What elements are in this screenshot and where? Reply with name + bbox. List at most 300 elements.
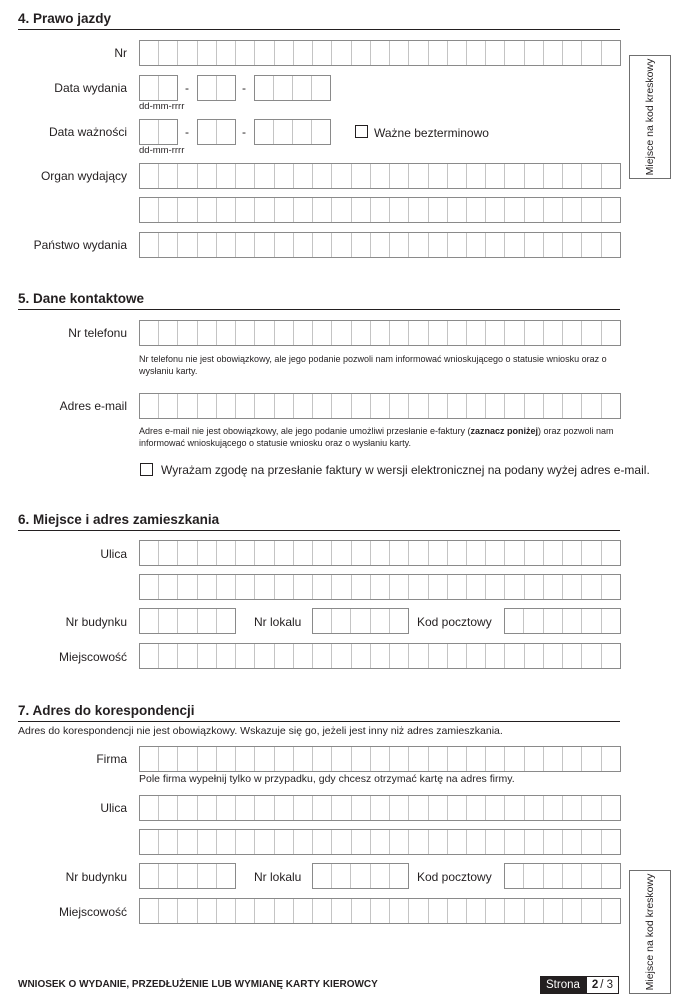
- correspondence-city-field[interactable]: [139, 898, 621, 924]
- character-box[interactable]: [236, 198, 255, 222]
- character-box[interactable]: [236, 644, 255, 668]
- character-box[interactable]: [217, 394, 236, 418]
- character-box[interactable]: [255, 41, 274, 65]
- issue-date-day-field[interactable]: [139, 75, 178, 101]
- character-box[interactable]: [371, 644, 390, 668]
- character-box[interactable]: [178, 830, 197, 854]
- character-box[interactable]: [602, 321, 620, 345]
- character-box[interactable]: [582, 796, 601, 820]
- character-box[interactable]: [371, 321, 390, 345]
- character-box[interactable]: [409, 747, 428, 771]
- character-box[interactable]: [409, 321, 428, 345]
- character-box[interactable]: [525, 394, 544, 418]
- character-box[interactable]: [313, 747, 332, 771]
- character-box[interactable]: [159, 41, 178, 65]
- character-box[interactable]: [236, 394, 255, 418]
- character-box[interactable]: [486, 541, 505, 565]
- character-box[interactable]: [448, 644, 467, 668]
- character-box[interactable]: [390, 575, 409, 599]
- character-box[interactable]: [255, 321, 274, 345]
- character-box[interactable]: [467, 747, 486, 771]
- character-box[interactable]: [255, 164, 274, 188]
- character-box[interactable]: [294, 747, 313, 771]
- character-box[interactable]: [582, 747, 601, 771]
- character-box[interactable]: [563, 747, 582, 771]
- character-box[interactable]: [390, 830, 409, 854]
- character-box[interactable]: [313, 830, 332, 854]
- character-box[interactable]: [544, 747, 563, 771]
- character-box[interactable]: [217, 796, 236, 820]
- character-box[interactable]: [582, 541, 601, 565]
- character-box[interactable]: [275, 233, 294, 257]
- character-box[interactable]: [198, 321, 217, 345]
- character-box[interactable]: [217, 41, 236, 65]
- character-box[interactable]: [178, 864, 197, 888]
- character-box[interactable]: [178, 747, 197, 771]
- character-box[interactable]: [429, 830, 448, 854]
- character-box[interactable]: [275, 164, 294, 188]
- character-box[interactable]: [255, 899, 274, 923]
- character-box[interactable]: [332, 830, 351, 854]
- character-box[interactable]: [448, 164, 467, 188]
- character-box[interactable]: [313, 864, 332, 888]
- character-box[interactable]: [352, 830, 371, 854]
- character-box[interactable]: [467, 830, 486, 854]
- character-box[interactable]: [467, 164, 486, 188]
- character-box[interactable]: [505, 198, 524, 222]
- expiry-date-month-field[interactable]: [197, 119, 236, 145]
- character-box[interactable]: [313, 198, 332, 222]
- expiry-date-day-field[interactable]: [139, 119, 178, 145]
- character-box[interactable]: [602, 609, 620, 633]
- character-box[interactable]: [294, 394, 313, 418]
- character-box[interactable]: [352, 644, 371, 668]
- character-box[interactable]: [486, 644, 505, 668]
- character-box[interactable]: [294, 41, 313, 65]
- character-box[interactable]: [544, 233, 563, 257]
- character-box[interactable]: [255, 541, 274, 565]
- character-box[interactable]: [236, 164, 255, 188]
- character-box[interactable]: [505, 394, 524, 418]
- character-box[interactable]: [312, 76, 330, 100]
- character-box[interactable]: [602, 864, 620, 888]
- character-box[interactable]: [275, 796, 294, 820]
- character-box[interactable]: [390, 233, 409, 257]
- character-box[interactable]: [332, 41, 351, 65]
- character-box[interactable]: [563, 796, 582, 820]
- character-box[interactable]: [371, 41, 390, 65]
- character-box[interactable]: [217, 76, 235, 100]
- character-box[interactable]: [198, 394, 217, 418]
- character-box[interactable]: [486, 747, 505, 771]
- character-box[interactable]: [236, 830, 255, 854]
- license-number-field[interactable]: [139, 40, 621, 66]
- character-box[interactable]: [294, 899, 313, 923]
- issuing-country-field[interactable]: [139, 232, 621, 258]
- character-box[interactable]: [505, 796, 524, 820]
- character-box[interactable]: [275, 198, 294, 222]
- character-box[interactable]: [294, 233, 313, 257]
- character-box[interactable]: [140, 41, 159, 65]
- character-box[interactable]: [448, 233, 467, 257]
- character-box[interactable]: [217, 233, 236, 257]
- character-box[interactable]: [178, 198, 197, 222]
- issuing-authority-field-2[interactable]: [139, 197, 621, 223]
- character-box[interactable]: [294, 164, 313, 188]
- character-box[interactable]: [409, 233, 428, 257]
- character-box[interactable]: [602, 198, 620, 222]
- character-box[interactable]: [409, 394, 428, 418]
- character-box[interactable]: [602, 164, 620, 188]
- character-box[interactable]: [390, 321, 409, 345]
- character-box[interactable]: [255, 233, 274, 257]
- character-box[interactable]: [544, 864, 563, 888]
- character-box[interactable]: [217, 830, 236, 854]
- character-box[interactable]: [409, 830, 428, 854]
- character-box[interactable]: [178, 321, 197, 345]
- character-box[interactable]: [159, 747, 178, 771]
- character-box[interactable]: [293, 76, 312, 100]
- character-box[interactable]: [313, 575, 332, 599]
- character-box[interactable]: [351, 609, 370, 633]
- character-box[interactable]: [178, 609, 197, 633]
- character-box[interactable]: [198, 120, 217, 144]
- character-box[interactable]: [563, 198, 582, 222]
- character-box[interactable]: [198, 864, 217, 888]
- character-box[interactable]: [448, 394, 467, 418]
- character-box[interactable]: [467, 41, 486, 65]
- correspondence-postal-field[interactable]: [504, 863, 621, 889]
- character-box[interactable]: [563, 164, 582, 188]
- issue-date-month-field[interactable]: [197, 75, 236, 101]
- character-box[interactable]: [582, 644, 601, 668]
- character-box[interactable]: [582, 899, 601, 923]
- character-box[interactable]: [544, 541, 563, 565]
- character-box[interactable]: [178, 164, 197, 188]
- character-box[interactable]: [255, 76, 274, 100]
- character-box[interactable]: [582, 321, 601, 345]
- residence-city-field[interactable]: [139, 643, 621, 669]
- character-box[interactable]: [332, 796, 351, 820]
- character-box[interactable]: [332, 899, 351, 923]
- indefinite-checkbox[interactable]: [355, 125, 368, 138]
- character-box[interactable]: [140, 747, 159, 771]
- character-box[interactable]: [217, 899, 236, 923]
- character-box[interactable]: [505, 541, 524, 565]
- character-box[interactable]: [563, 41, 582, 65]
- character-box[interactable]: [544, 41, 563, 65]
- character-box[interactable]: [525, 541, 544, 565]
- character-box[interactable]: [159, 76, 177, 100]
- character-box[interactable]: [563, 609, 582, 633]
- character-box[interactable]: [371, 233, 390, 257]
- character-box[interactable]: [294, 644, 313, 668]
- character-box[interactable]: [544, 198, 563, 222]
- character-box[interactable]: [352, 899, 371, 923]
- character-box[interactable]: [409, 575, 428, 599]
- character-box[interactable]: [429, 321, 448, 345]
- character-box[interactable]: [371, 541, 390, 565]
- character-box[interactable]: [140, 899, 159, 923]
- character-box[interactable]: [351, 864, 370, 888]
- character-box[interactable]: [544, 796, 563, 820]
- character-box[interactable]: [217, 747, 236, 771]
- character-box[interactable]: [486, 164, 505, 188]
- character-box[interactable]: [140, 233, 159, 257]
- character-box[interactable]: [274, 76, 293, 100]
- character-box[interactable]: [505, 575, 524, 599]
- character-box[interactable]: [563, 899, 582, 923]
- character-box[interactable]: [159, 575, 178, 599]
- character-box[interactable]: [178, 394, 197, 418]
- character-box[interactable]: [525, 747, 544, 771]
- character-box[interactable]: [159, 830, 178, 854]
- character-box[interactable]: [524, 609, 543, 633]
- character-box[interactable]: [293, 120, 312, 144]
- character-box[interactable]: [390, 609, 408, 633]
- character-box[interactable]: [505, 609, 524, 633]
- character-box[interactable]: [602, 575, 620, 599]
- character-box[interactable]: [582, 609, 601, 633]
- character-box[interactable]: [198, 41, 217, 65]
- character-box[interactable]: [352, 541, 371, 565]
- character-box[interactable]: [371, 747, 390, 771]
- character-box[interactable]: [198, 164, 217, 188]
- character-box[interactable]: [236, 575, 255, 599]
- issue-date-year-field[interactable]: [254, 75, 331, 101]
- character-box[interactable]: [275, 747, 294, 771]
- character-box[interactable]: [409, 41, 428, 65]
- character-box[interactable]: [563, 575, 582, 599]
- character-box[interactable]: [159, 120, 177, 144]
- character-box[interactable]: [409, 644, 428, 668]
- character-box[interactable]: [217, 644, 236, 668]
- character-box[interactable]: [563, 541, 582, 565]
- character-box[interactable]: [505, 747, 524, 771]
- character-box[interactable]: [236, 747, 255, 771]
- character-box[interactable]: [505, 164, 524, 188]
- character-box[interactable]: [467, 644, 486, 668]
- character-box[interactable]: [217, 120, 235, 144]
- character-box[interactable]: [140, 164, 159, 188]
- character-box[interactable]: [371, 575, 390, 599]
- character-box[interactable]: [140, 796, 159, 820]
- character-box[interactable]: [429, 575, 448, 599]
- character-box[interactable]: [159, 864, 178, 888]
- character-box[interactable]: [544, 899, 563, 923]
- character-box[interactable]: [390, 164, 409, 188]
- character-box[interactable]: [505, 864, 524, 888]
- character-box[interactable]: [486, 233, 505, 257]
- character-box[interactable]: [217, 864, 235, 888]
- character-box[interactable]: [352, 796, 371, 820]
- character-box[interactable]: [371, 864, 390, 888]
- character-box[interactable]: [525, 233, 544, 257]
- character-box[interactable]: [140, 541, 159, 565]
- character-box[interactable]: [275, 830, 294, 854]
- character-box[interactable]: [429, 899, 448, 923]
- character-box[interactable]: [140, 394, 159, 418]
- character-box[interactable]: [525, 321, 544, 345]
- character-box[interactable]: [178, 575, 197, 599]
- character-box[interactable]: [178, 796, 197, 820]
- character-box[interactable]: [525, 899, 544, 923]
- character-box[interactable]: [390, 796, 409, 820]
- character-box[interactable]: [525, 830, 544, 854]
- character-box[interactable]: [448, 41, 467, 65]
- character-box[interactable]: [140, 830, 159, 854]
- residence-street-field-1[interactable]: [139, 540, 621, 566]
- email-field[interactable]: [139, 393, 621, 419]
- residence-postal-field[interactable]: [504, 608, 621, 634]
- e-invoice-consent-checkbox[interactable]: [140, 463, 153, 476]
- character-box[interactable]: [178, 899, 197, 923]
- character-box[interactable]: [255, 575, 274, 599]
- phone-field[interactable]: [139, 320, 621, 346]
- character-box[interactable]: [140, 120, 159, 144]
- character-box[interactable]: [313, 899, 332, 923]
- character-box[interactable]: [352, 747, 371, 771]
- character-box[interactable]: [582, 830, 601, 854]
- character-box[interactable]: [467, 233, 486, 257]
- character-box[interactable]: [178, 541, 197, 565]
- character-box[interactable]: [582, 198, 601, 222]
- character-box[interactable]: [563, 830, 582, 854]
- character-box[interactable]: [275, 321, 294, 345]
- character-box[interactable]: [563, 864, 582, 888]
- expiry-date-year-field[interactable]: [254, 119, 331, 145]
- character-box[interactable]: [505, 830, 524, 854]
- character-box[interactable]: [274, 120, 293, 144]
- character-box[interactable]: [544, 609, 563, 633]
- character-box[interactable]: [448, 541, 467, 565]
- character-box[interactable]: [236, 233, 255, 257]
- character-box[interactable]: [505, 233, 524, 257]
- character-box[interactable]: [236, 796, 255, 820]
- character-box[interactable]: [255, 747, 274, 771]
- character-box[interactable]: [198, 899, 217, 923]
- character-box[interactable]: [159, 394, 178, 418]
- character-box[interactable]: [198, 233, 217, 257]
- character-box[interactable]: [178, 644, 197, 668]
- character-box[interactable]: [313, 233, 332, 257]
- character-box[interactable]: [352, 198, 371, 222]
- character-box[interactable]: [159, 321, 178, 345]
- character-box[interactable]: [602, 899, 620, 923]
- character-box[interactable]: [602, 830, 620, 854]
- character-box[interactable]: [140, 198, 159, 222]
- character-box[interactable]: [275, 899, 294, 923]
- character-box[interactable]: [371, 164, 390, 188]
- character-box[interactable]: [602, 796, 620, 820]
- character-box[interactable]: [544, 575, 563, 599]
- character-box[interactable]: [371, 899, 390, 923]
- character-box[interactable]: [332, 609, 351, 633]
- character-box[interactable]: [294, 321, 313, 345]
- character-box[interactable]: [602, 644, 620, 668]
- character-box[interactable]: [448, 575, 467, 599]
- character-box[interactable]: [409, 899, 428, 923]
- character-box[interactable]: [332, 644, 351, 668]
- character-box[interactable]: [486, 899, 505, 923]
- character-box[interactable]: [486, 198, 505, 222]
- character-box[interactable]: [332, 198, 351, 222]
- character-box[interactable]: [505, 899, 524, 923]
- character-box[interactable]: [467, 394, 486, 418]
- character-box[interactable]: [409, 198, 428, 222]
- character-box[interactable]: [140, 575, 159, 599]
- character-box[interactable]: [429, 541, 448, 565]
- character-box[interactable]: [275, 644, 294, 668]
- character-box[interactable]: [525, 198, 544, 222]
- character-box[interactable]: [313, 164, 332, 188]
- character-box[interactable]: [486, 41, 505, 65]
- character-box[interactable]: [525, 644, 544, 668]
- character-box[interactable]: [390, 41, 409, 65]
- character-box[interactable]: [275, 41, 294, 65]
- character-box[interactable]: [236, 541, 255, 565]
- character-box[interactable]: [352, 41, 371, 65]
- character-box[interactable]: [217, 609, 235, 633]
- character-box[interactable]: [563, 394, 582, 418]
- character-box[interactable]: [159, 796, 178, 820]
- character-box[interactable]: [255, 120, 274, 144]
- character-box[interactable]: [275, 394, 294, 418]
- character-box[interactable]: [467, 796, 486, 820]
- correspondence-street-field-1[interactable]: [139, 795, 621, 821]
- character-box[interactable]: [275, 575, 294, 599]
- character-box[interactable]: [178, 41, 197, 65]
- character-box[interactable]: [217, 575, 236, 599]
- character-box[interactable]: [140, 609, 159, 633]
- character-box[interactable]: [198, 609, 217, 633]
- character-box[interactable]: [352, 321, 371, 345]
- character-box[interactable]: [159, 233, 178, 257]
- character-box[interactable]: [159, 198, 178, 222]
- character-box[interactable]: [313, 394, 332, 418]
- character-box[interactable]: [332, 164, 351, 188]
- character-box[interactable]: [448, 321, 467, 345]
- character-box[interactable]: [429, 164, 448, 188]
- character-box[interactable]: [313, 644, 332, 668]
- character-box[interactable]: [236, 41, 255, 65]
- character-box[interactable]: [159, 541, 178, 565]
- character-box[interactable]: [486, 394, 505, 418]
- character-box[interactable]: [602, 41, 620, 65]
- character-box[interactable]: [524, 864, 543, 888]
- character-box[interactable]: [313, 321, 332, 345]
- character-box[interactable]: [602, 541, 620, 565]
- character-box[interactable]: [390, 864, 408, 888]
- character-box[interactable]: [486, 830, 505, 854]
- character-box[interactable]: [429, 644, 448, 668]
- residence-street-field-2[interactable]: [139, 574, 621, 600]
- character-box[interactable]: [582, 394, 601, 418]
- character-box[interactable]: [255, 644, 274, 668]
- character-box[interactable]: [332, 575, 351, 599]
- character-box[interactable]: [371, 796, 390, 820]
- character-box[interactable]: [429, 41, 448, 65]
- character-box[interactable]: [217, 321, 236, 345]
- character-box[interactable]: [294, 198, 313, 222]
- character-box[interactable]: [332, 394, 351, 418]
- company-field[interactable]: [139, 746, 621, 772]
- character-box[interactable]: [467, 899, 486, 923]
- character-box[interactable]: [178, 233, 197, 257]
- character-box[interactable]: [582, 164, 601, 188]
- character-box[interactable]: [602, 747, 620, 771]
- character-box[interactable]: [371, 609, 390, 633]
